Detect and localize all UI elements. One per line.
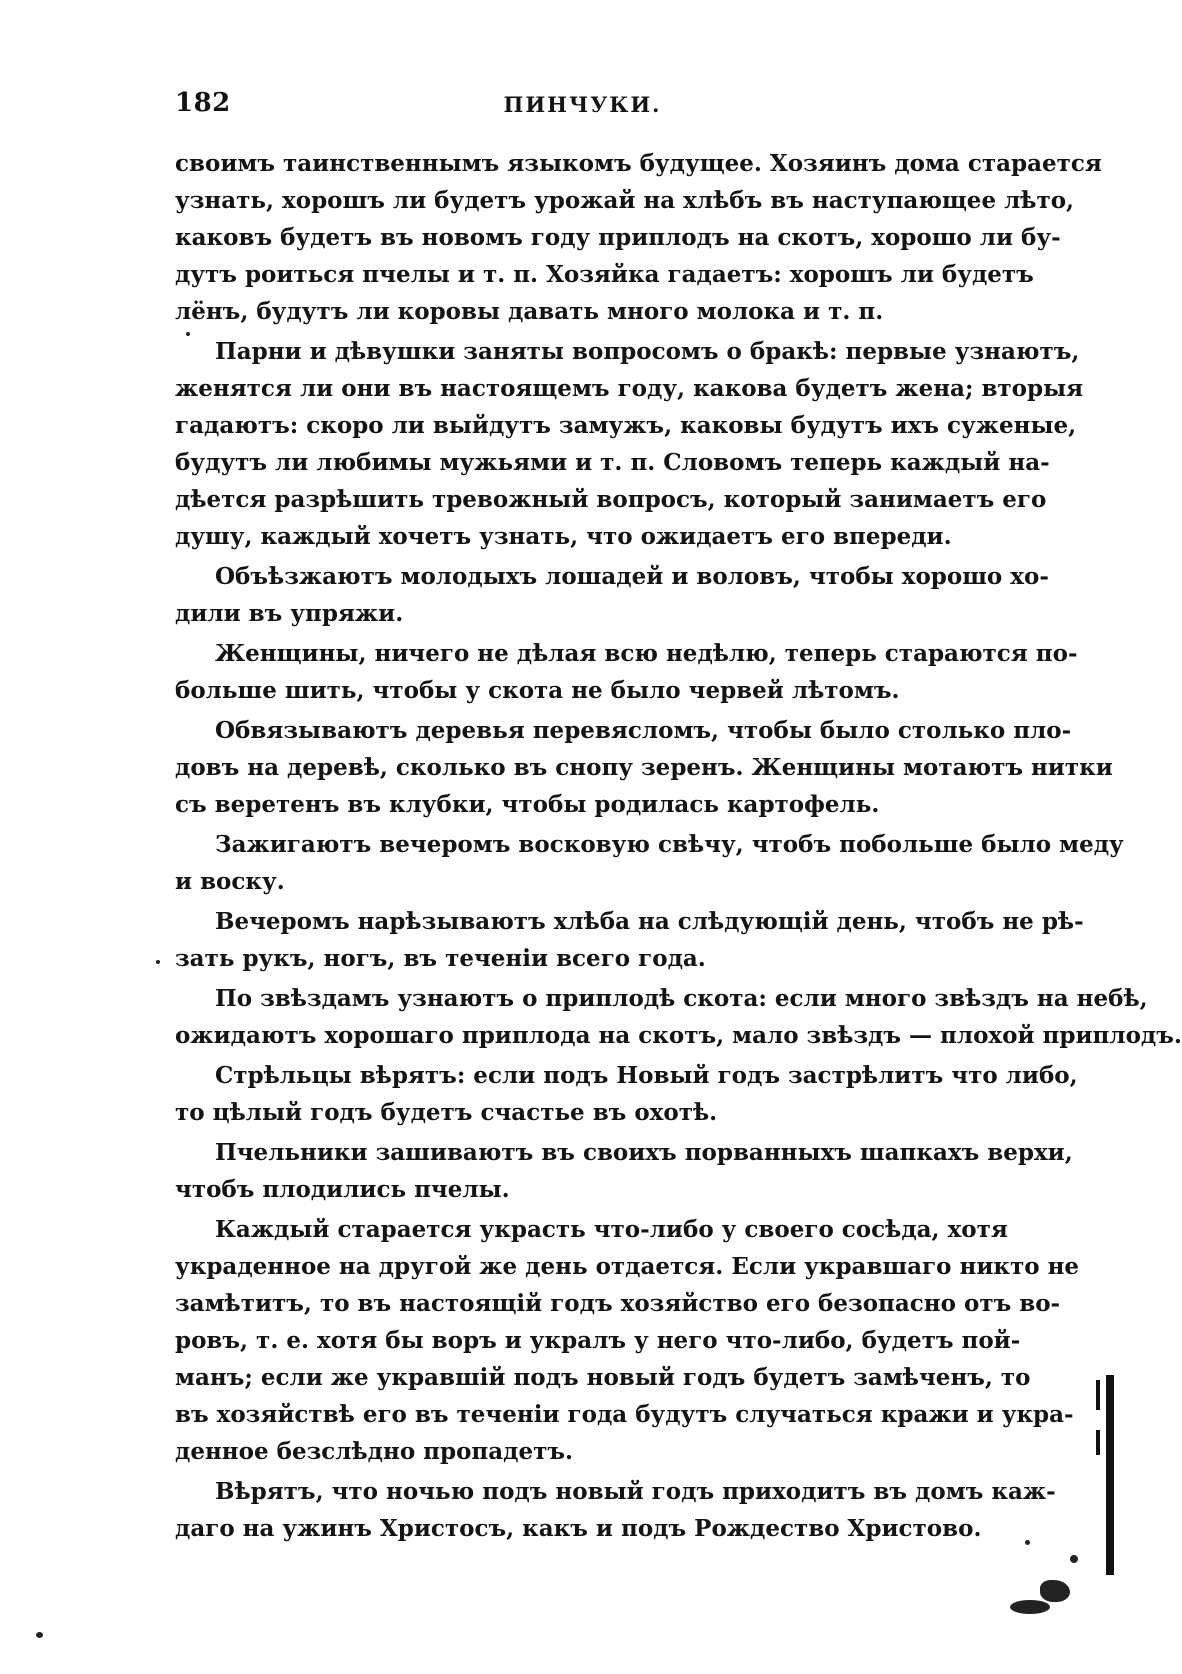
scan-edge-mark [1106,1375,1114,1575]
paragraph-start: Женщины, ничего не дѣлая всю недѣлю, теперь стараются по- [215,640,1078,667]
scan-edge-mark [1096,1380,1100,1410]
text-line: дутъ роиться пчелы и т. п. Хозяйка гадаетъ: хорошъ ли будетъ [175,261,1034,288]
page-header [175,88,990,128]
text-line: въ хозяйствѣ его въ теченіи года будутъ случаться кражи и укра- [175,1401,1074,1428]
text-line: и воску. [175,868,285,895]
text-line: каковъ будетъ въ новомъ году приплодъ на скотъ, хорошо ли бу- [175,224,1061,251]
scan-speck [156,960,160,964]
text-line: лёнъ, будутъ ли коровы давать много молока и т. п. [175,298,884,325]
text-line: своимъ таинственнымъ языкомъ будущее. Хозяинъ дома старается [175,150,1102,177]
scan-speck [1070,1555,1078,1563]
text-line: манъ; если же укравшій подъ новый годъ будетъ замѣченъ, то [175,1364,1031,1391]
text-line: денное безслѣдно пропадетъ. [175,1438,574,1465]
paragraph-start: Зажигаютъ вечеромъ восковую свѣчу, чтобъ побольше было меду [215,831,1124,858]
text-line: ровъ, т. е. хотя бы воръ и укралъ у него что-либо, будетъ пой- [175,1327,1021,1354]
paragraph-start: Вѣрятъ, что ночью подъ новый годъ приходитъ въ домъ каж- [215,1478,1056,1505]
text-line: украденное на другой же день отдается. Если укравшаго никто не [175,1253,1080,1280]
text-line: узнать, хорошъ ли будетъ урожай на хлѣбъ въ наступающее лѣто, [175,187,1075,214]
text-line: чтобъ плодились пчелы. [175,1176,510,1203]
text-line: ожидаютъ хорошаго приплода на скотъ, мало звѣздъ — плохой приплодъ. [175,1022,1182,1049]
paragraph-start: Пчельники зашиваютъ въ своихъ порванныхъ шапкахъ верхи, [215,1139,1073,1166]
text-line: будутъ ли любимы мужьями и т. п. Словомъ теперь каждый на- [175,449,1050,476]
paragraph-start: Вечеромъ нарѣзываютъ хлѣба на слѣдующій день, чтобъ не рѣ- [215,908,1084,935]
text-line: съ веретенъ въ клубки, чтобы родилась картофель. [175,791,880,818]
text-line: то цѣлый годъ будетъ счастье въ охотѣ. [175,1099,718,1126]
scan-edge-mark [1096,1430,1100,1455]
text-line: дили въ упряжи. [175,600,404,627]
text-line: зать рукъ, ногъ, въ теченіи всего года. [175,945,706,972]
paragraph-start: Парни и дѣвушки заняты вопросомъ о бракѣ: первые узнаютъ, [215,338,1080,365]
scan-speck [1040,1580,1070,1602]
running-head: ПИНЧУКИ. [503,92,662,117]
body-text [175,145,1182,1547]
text-line: довъ на деревѣ, сколько въ снопу зеренъ. Женщины мотаютъ нитки [175,754,1113,781]
text-line: замѣтитъ, то въ настоящій годъ хозяйство его безопасно отъ во- [175,1290,1061,1317]
scan-speck [36,1632,43,1638]
paragraph-start: Каждый старается украсть что-либо у своего сосѣда, хотя [215,1216,1008,1243]
page-number: 182 [175,88,231,118]
text-line: женятся ли они въ настоящемъ году, какова будетъ жена; вторыя [175,375,1084,402]
scan-speck [1025,1540,1030,1545]
paragraph-start: Стрѣльцы вѣрятъ: если подъ Новый годъ застрѣлитъ что либо, [215,1062,1078,1089]
text-line: даго на ужинъ Христосъ, какъ и подъ Рождество Христово. [175,1515,982,1542]
text-line: гадаютъ: скоро ли выйдутъ замужъ, каковы будутъ ихъ суженые, [175,412,1077,439]
scan-speck [186,332,190,336]
text-line: больше шить, чтобы у скота не было червей лѣтомъ. [175,677,900,704]
paragraph-start: По звѣздамъ узнаютъ о приплодѣ скота: если много звѣздъ на небѣ, [215,985,1148,1012]
scan-speck [1010,1600,1050,1614]
text-line: душу, каждый хочетъ узнать, что ожидаетъ его впереди. [175,523,952,550]
paragraph-start: Объѣзжаютъ молодыхъ лошадей и воловъ, чтобы хорошо хо- [215,563,1049,590]
paragraph-start: Обвязываютъ деревья перевясломъ, чтобы было столько пло- [215,717,1072,744]
text-line: дѣется разрѣшить тревожный вопросъ, который занимаетъ его [175,486,1047,513]
